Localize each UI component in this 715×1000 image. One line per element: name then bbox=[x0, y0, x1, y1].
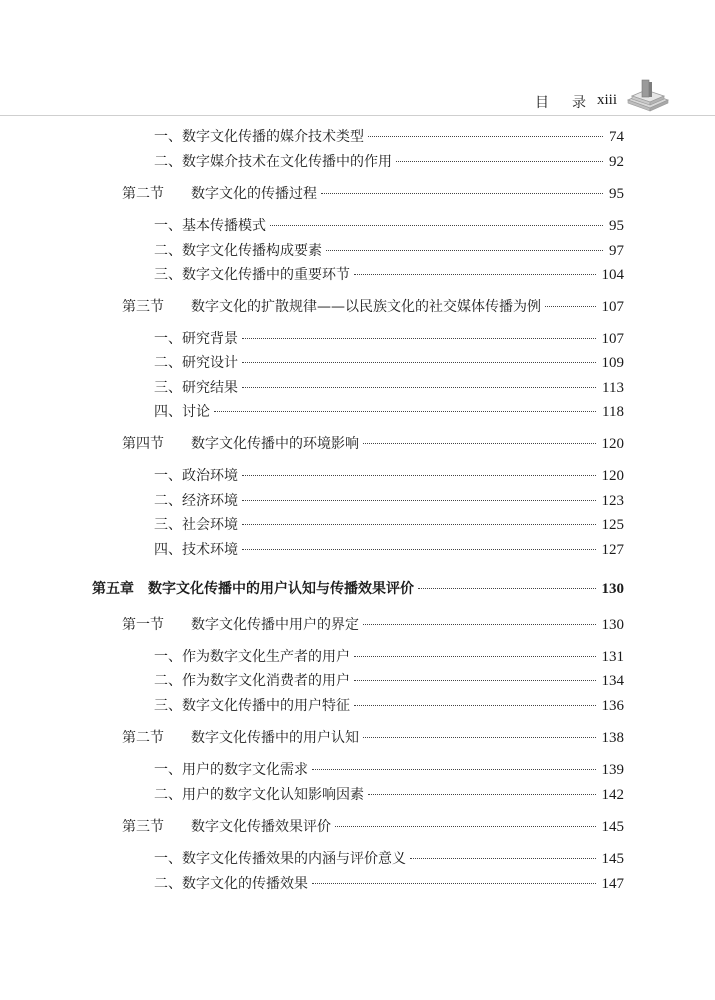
toc-subentry bbox=[154, 215, 624, 237]
dot-leader bbox=[545, 306, 596, 307]
toc-page-number: 120 bbox=[601, 468, 624, 484]
toc-page-number: 95 bbox=[609, 218, 624, 234]
header-rule bbox=[0, 115, 715, 116]
toc-title: 四、讨论 bbox=[154, 404, 210, 420]
dot-leader bbox=[321, 193, 603, 194]
header-page-number: xiii bbox=[597, 92, 618, 108]
toc-title: 二、经济环境 bbox=[154, 493, 238, 509]
toc-number: 第二节 bbox=[122, 730, 164, 746]
toc-page-number: 134 bbox=[601, 673, 624, 689]
toc-title: 三、研究结果 bbox=[154, 380, 238, 396]
toc-title: 数字文化的扩散规律——以民族文化的社交媒体传播为例 bbox=[191, 299, 541, 315]
toc-subentry bbox=[154, 126, 624, 148]
dot-leader bbox=[354, 705, 596, 706]
toc-page-number: 113 bbox=[602, 380, 624, 396]
toc-page-number: 147 bbox=[601, 876, 624, 892]
dot-leader bbox=[242, 500, 596, 501]
dot-leader bbox=[368, 794, 596, 795]
toc-title: 一、数字文化传播的媒介技术类型 bbox=[154, 129, 364, 145]
toc-page-number: 139 bbox=[601, 762, 624, 778]
toc-page-number: 97 bbox=[609, 243, 624, 259]
toc-subentry bbox=[154, 848, 624, 870]
dot-leader bbox=[242, 338, 596, 339]
dot-leader bbox=[242, 549, 596, 550]
toc-page-number: 145 bbox=[601, 851, 624, 867]
dot-leader bbox=[410, 858, 596, 859]
dot-leader bbox=[214, 411, 596, 412]
toc-page-number: 127 bbox=[601, 542, 624, 558]
toc-page-number: 118 bbox=[602, 404, 624, 420]
toc-subentry bbox=[154, 490, 624, 512]
toc-title: 一、研究背景 bbox=[154, 331, 238, 347]
dot-leader bbox=[363, 443, 596, 444]
dot-leader bbox=[354, 656, 596, 657]
toc-subentry bbox=[154, 759, 624, 781]
toc-subentry bbox=[154, 646, 624, 668]
toc-page-number: 138 bbox=[601, 730, 624, 746]
toc-title: 一、作为数字文化生产者的用户 bbox=[154, 649, 350, 665]
toc-title: 数字文化的传播过程 bbox=[191, 186, 317, 202]
toc-subentry bbox=[154, 670, 624, 692]
toc-subentry bbox=[154, 539, 624, 561]
toc-subentry bbox=[154, 264, 624, 286]
toc-title: 一、用户的数字文化需求 bbox=[154, 762, 308, 778]
toc-subentry bbox=[154, 514, 624, 536]
toc-title: 数字文化传播中用户的界定 bbox=[191, 617, 359, 633]
toc-page-number: 120 bbox=[601, 436, 624, 452]
toc-section-entry bbox=[122, 296, 624, 318]
dot-leader bbox=[242, 475, 596, 476]
toc-page-number: 104 bbox=[601, 267, 624, 283]
toc-subentry bbox=[154, 465, 624, 487]
toc-section-entry bbox=[122, 433, 624, 455]
toc-number: 第五章 bbox=[92, 581, 134, 597]
dot-leader bbox=[270, 225, 603, 226]
toc-page-number: 130 bbox=[601, 581, 624, 597]
toc-chapter-entry bbox=[92, 578, 624, 600]
toc-title: 二、数字文化的传播效果 bbox=[154, 876, 308, 892]
book-stack-icon bbox=[624, 78, 670, 112]
toc-title: 二、用户的数字文化认知影响因素 bbox=[154, 787, 364, 803]
toc-number: 第二节 bbox=[122, 186, 164, 202]
toc-title: 数字文化传播中的用户认知 bbox=[191, 730, 359, 746]
toc-page-number: 95 bbox=[609, 186, 624, 202]
dot-leader bbox=[354, 274, 596, 275]
dot-leader bbox=[354, 680, 596, 681]
dot-leader bbox=[242, 524, 596, 525]
dot-leader bbox=[363, 737, 596, 738]
toc-number: 第三节 bbox=[122, 299, 164, 315]
header-mu: 目 bbox=[535, 95, 549, 111]
toc-subentry bbox=[154, 873, 624, 895]
toc-page-number: 131 bbox=[601, 649, 624, 665]
toc-title: 数字文化传播中的环境影响 bbox=[191, 436, 359, 452]
toc-subentry bbox=[154, 401, 624, 423]
dot-leader bbox=[312, 883, 596, 884]
toc-number: 第三节 bbox=[122, 819, 164, 835]
toc-page-number: 107 bbox=[601, 299, 624, 315]
toc-title: 一、数字文化传播效果的内涵与评价意义 bbox=[154, 851, 406, 867]
toc-page-number: 142 bbox=[601, 787, 624, 803]
dot-leader bbox=[418, 588, 596, 589]
toc-subentry bbox=[154, 352, 624, 374]
toc-page-number: 107 bbox=[601, 331, 624, 347]
toc-page-number: 125 bbox=[601, 517, 624, 533]
toc-page-number: 92 bbox=[609, 154, 624, 170]
header-lu: 录 bbox=[572, 95, 586, 111]
toc-subentry bbox=[154, 240, 624, 262]
toc-number: 第一节 bbox=[122, 617, 164, 633]
dot-leader bbox=[312, 769, 596, 770]
toc-title: 三、数字文化传播中的重要环节 bbox=[154, 267, 350, 283]
toc-section-entry bbox=[122, 816, 624, 838]
toc-subentry bbox=[154, 377, 624, 399]
toc-title: 二、数字媒介技术在文化传播中的作用 bbox=[154, 154, 392, 170]
toc-title: 二、研究设计 bbox=[154, 355, 238, 371]
toc-section-entry bbox=[122, 614, 624, 636]
dot-leader bbox=[326, 250, 603, 251]
dot-leader bbox=[335, 826, 596, 827]
toc-title: 四、技术环境 bbox=[154, 542, 238, 558]
toc-subentry bbox=[154, 328, 624, 350]
toc-section-entry bbox=[122, 727, 624, 749]
toc-title: 一、基本传播模式 bbox=[154, 218, 266, 234]
toc-page-number: 123 bbox=[601, 493, 624, 509]
toc-subentry bbox=[154, 151, 624, 173]
dot-leader bbox=[368, 136, 603, 137]
toc-title: 三、社会环境 bbox=[154, 517, 238, 533]
dot-leader bbox=[242, 387, 596, 388]
dot-leader bbox=[242, 362, 596, 363]
toc-title: 数字文化传播效果评价 bbox=[191, 819, 331, 835]
toc-number: 第四节 bbox=[122, 436, 164, 452]
toc-section-entry bbox=[122, 183, 624, 205]
dot-leader bbox=[396, 161, 603, 162]
toc-page-number: 109 bbox=[601, 355, 624, 371]
toc-page-number: 130 bbox=[601, 617, 624, 633]
toc-title: 二、数字文化传播构成要素 bbox=[154, 243, 322, 259]
page-header bbox=[0, 0, 715, 120]
toc-subentry bbox=[154, 695, 624, 717]
toc-page-number: 145 bbox=[601, 819, 624, 835]
toc-title: 一、政治环境 bbox=[154, 468, 238, 484]
toc-page-number: 136 bbox=[601, 698, 624, 714]
toc-title: 二、作为数字文化消费者的用户 bbox=[154, 673, 350, 689]
toc-subentry bbox=[154, 784, 624, 806]
dot-leader bbox=[363, 624, 596, 625]
toc-title: 三、数字文化传播中的用户特征 bbox=[154, 698, 350, 714]
toc-title: 数字文化传播中的用户认知与传播效果评价 bbox=[148, 581, 414, 597]
toc-page-number: 74 bbox=[609, 129, 624, 145]
